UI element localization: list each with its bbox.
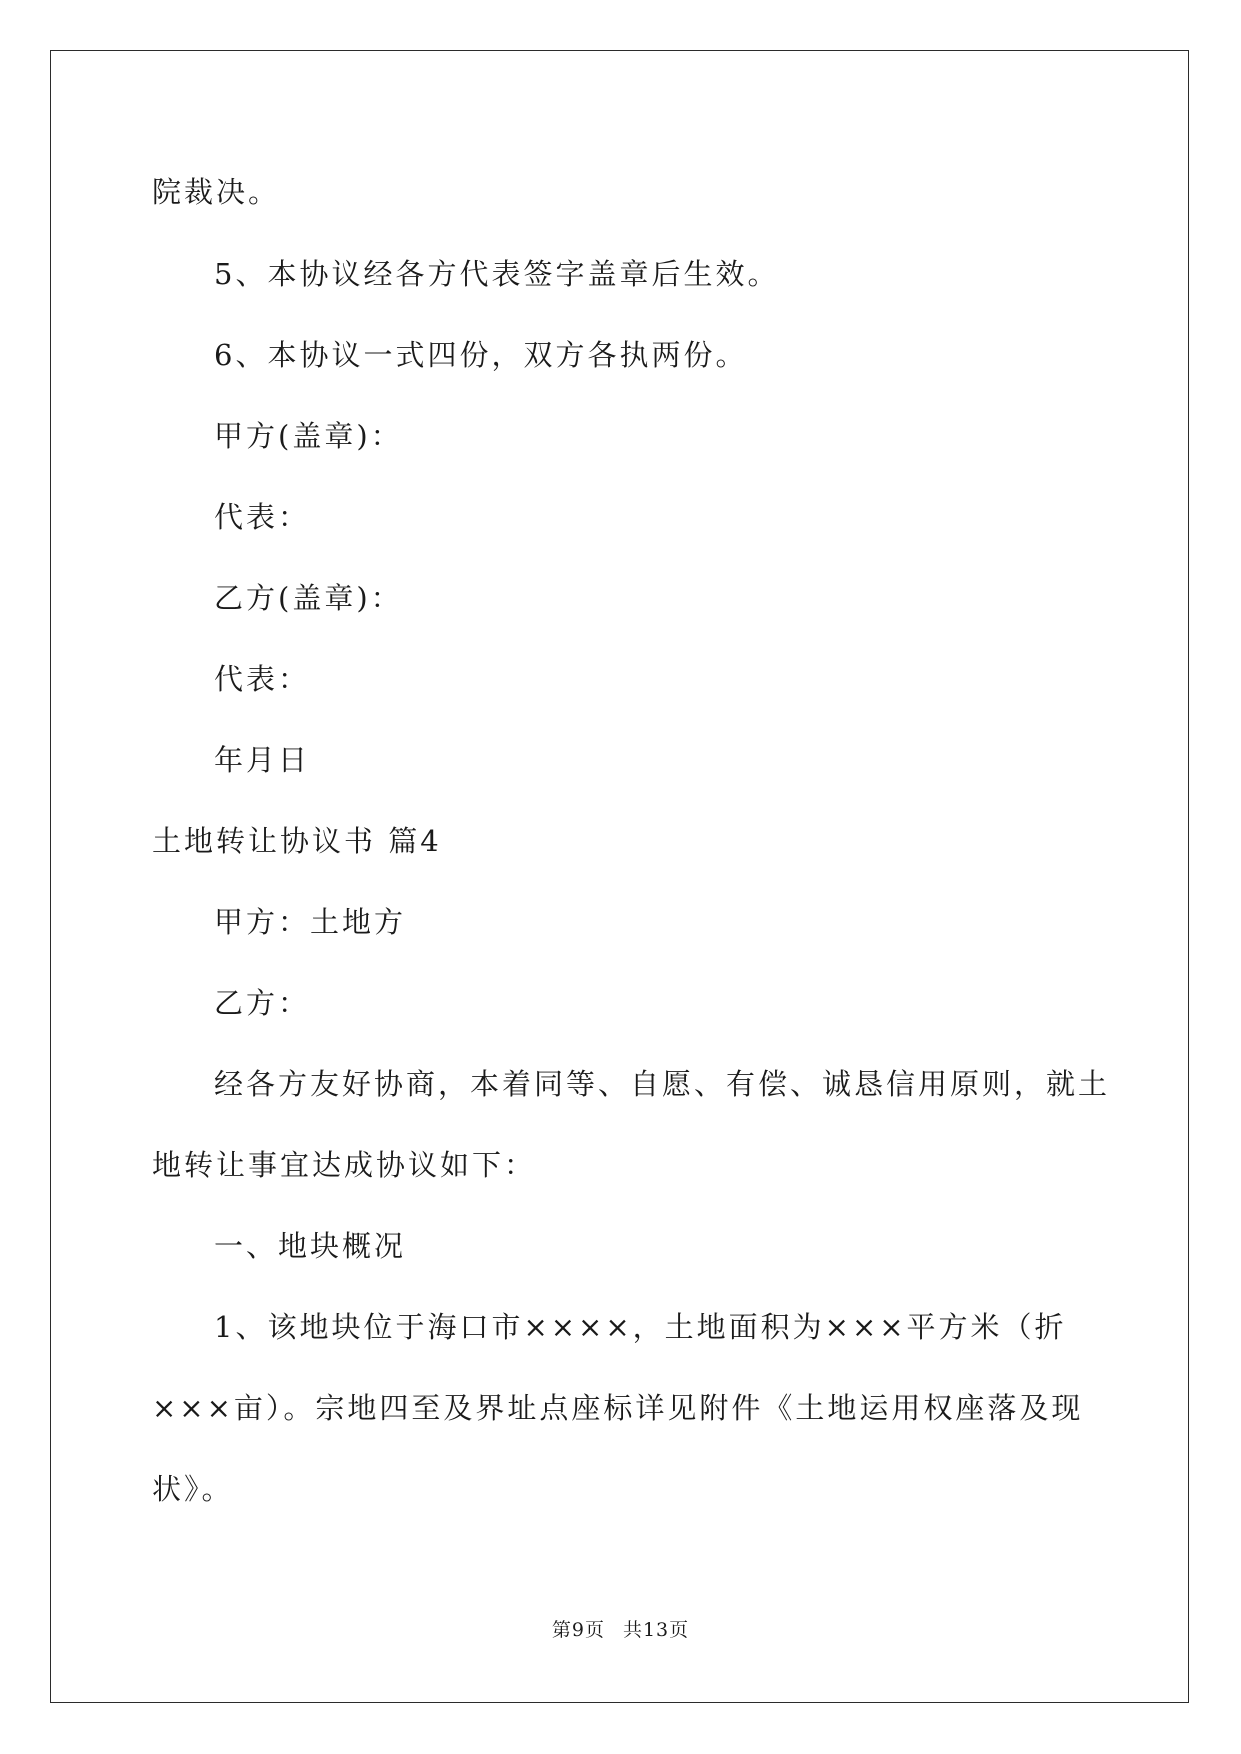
body-line: 院裁决。 [152, 175, 281, 209]
section-heading: 土地转让协议书 篇4 [152, 824, 442, 858]
body-line: 年月日 [214, 743, 311, 777]
page-number: 第9页 [551, 1619, 605, 1641]
body-line: 状》。 [152, 1472, 234, 1506]
body-line: 甲方(盖章)： [214, 419, 403, 453]
body-line: 1、该地块位于海口市××××，土地面积为×××平方米（折 [214, 1310, 1067, 1344]
body-line: 5、本协议经各方代表签字盖章后生效。 [214, 257, 780, 291]
body-line: ×××亩）。宗地四至及界址点座标详见附件《土地运用权座落及现 [152, 1391, 1084, 1425]
body-line: 地转让事宜达成协议如下： [152, 1148, 537, 1182]
page-footer [0, 1618, 1241, 1642]
body-line: 甲方：土地方 [214, 905, 407, 939]
body-line: 乙方： [214, 986, 311, 1020]
body-line: 代表： [214, 662, 311, 696]
body-line: 经各方友好协商，本着同等、自愿、有偿、诚恳信用原则，就土 [214, 1067, 1111, 1101]
body-line: 一、地块概况 [214, 1229, 407, 1263]
body-line: 乙方(盖章)： [214, 581, 403, 615]
body-line: 6、本协议一式四份，双方各执两份。 [214, 338, 748, 372]
page-total: 共13页 [622, 1619, 690, 1641]
body-line: 代表： [214, 500, 311, 534]
page-border [50, 50, 1189, 1703]
